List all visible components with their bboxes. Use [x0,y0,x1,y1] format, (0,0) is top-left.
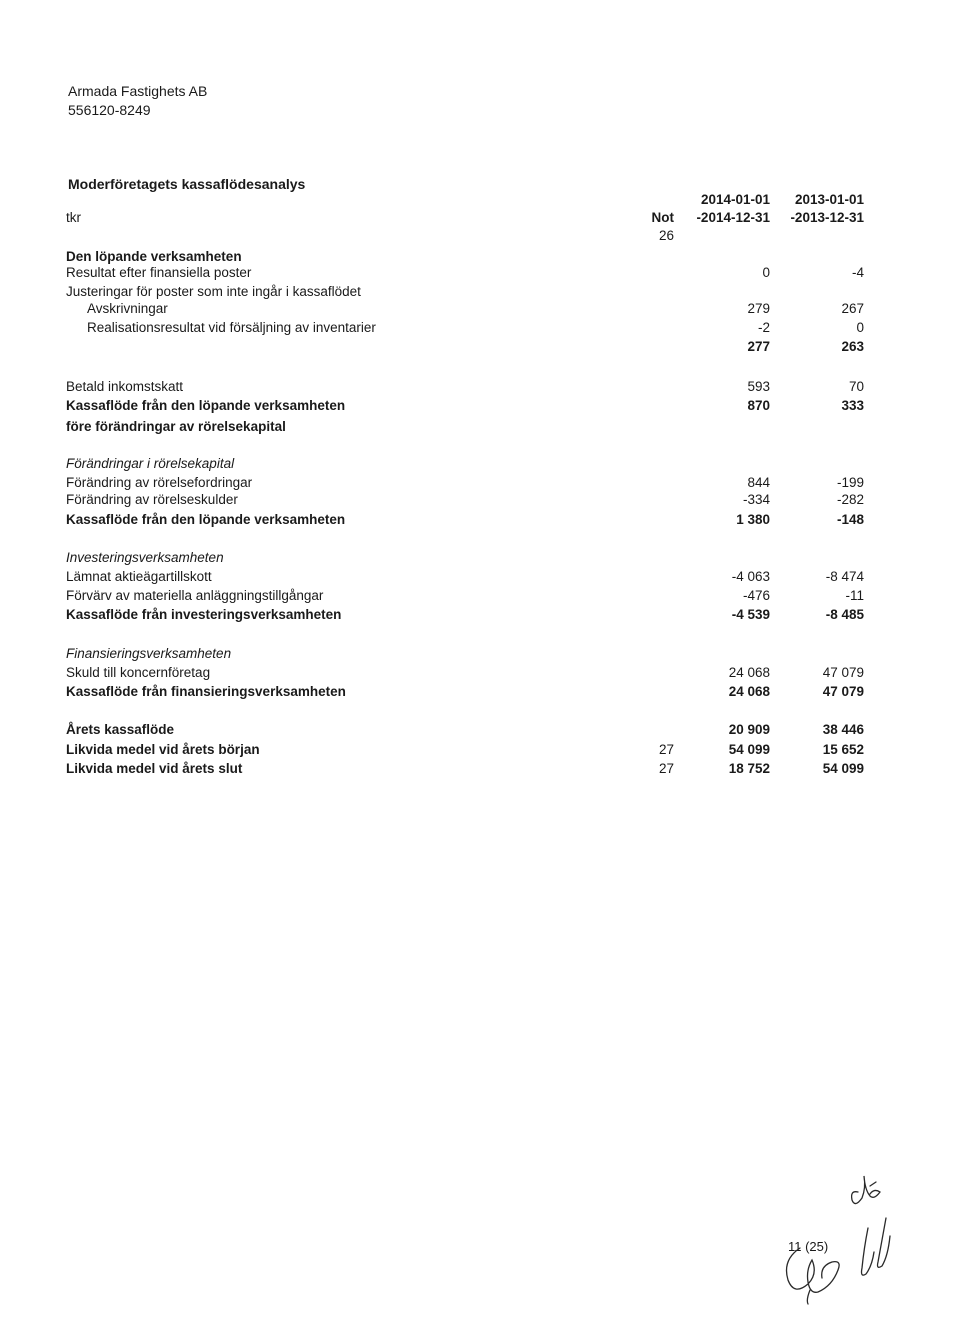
value-2014: -2 [757,320,770,335]
row-label: Årets kassaflöde [66,722,175,737]
row-label: Likvida medel vid årets början [66,742,260,757]
row-label: Kassaflöde från den löpande verksamheten [66,512,346,527]
value-2014: -4 539 [731,607,770,622]
page-number: 11 (25) [788,1239,829,1254]
value-2013: -4 [851,265,864,280]
signature-left [787,1248,840,1304]
value-2014: 279 [747,301,770,316]
value-2013: -199 [836,475,864,490]
period1-start: 2014-01-01 [700,192,770,207]
note-ref: 27 [658,742,674,757]
page-title: Moderföretagets kassaflödesanalys [68,176,306,192]
value-2014: 24 068 [728,684,770,699]
row-label: Förändring av rörelseskulder [66,492,238,507]
value-2014: -4 063 [731,569,770,584]
row-label: Investeringsverksamheten [66,550,224,565]
period2-end: -2013-12-31 [790,210,864,225]
subtotal-2013: 263 [841,339,864,354]
row-label: Förändringar i rörelsekapital [66,456,235,471]
value-2014: 593 [747,379,770,394]
value-2013: 15 652 [822,742,864,757]
value-2013: 267 [841,301,864,316]
row-label: Avskrivningar [87,301,168,316]
row-label: Likvida medel vid årets slut [66,761,243,776]
value-2014: 18 752 [728,761,770,776]
value-2013: 54 099 [822,761,864,776]
row-label: Förvärv av materiella anläggningstillgångar [66,588,324,603]
period1-end: -2014-12-31 [696,210,770,225]
value-2013: 38 446 [822,722,864,737]
value-2013: 47 079 [822,665,864,680]
value-2014: 20 909 [728,722,770,737]
value-2014: 870 [747,398,770,413]
row-label: Betald inkomstskatt [66,379,184,394]
value-2013: -11 [845,588,864,603]
org-number: 556120-8249 [68,102,151,118]
value-2013: 0 [856,320,864,335]
value-2014: 844 [747,475,770,490]
value-2014: 1 380 [736,512,770,527]
value-2013: -148 [836,512,864,527]
note-ref: 27 [658,761,674,776]
company-name: Armada Fastighets AB [68,83,208,99]
value-2014: 54 099 [728,742,770,757]
row-label: Kassaflöde från investeringsverksamheten [66,607,342,622]
row-label: Realisationsresultat vid försäljning av inventarier [87,320,376,335]
value-2013: 47 079 [822,684,864,699]
row-label: Förändring av rörelsefordringar [66,475,253,490]
row-label: före förändringar av rörelsekapital [66,419,286,434]
value-2013: -8 474 [825,569,864,584]
note-column-header: Not [651,210,674,225]
value-2013: -282 [836,492,864,507]
value-2013: -8 485 [825,607,864,622]
row-label: Justeringar för poster som inte ingår i kassaflödet [66,284,361,299]
value-2014: 24 068 [728,665,770,680]
row-label: Finansieringsverksamheten [66,646,232,661]
row-label: Kassaflöde från finansieringsverksamheten [66,684,346,699]
row-label: Skuld till koncernföretag [66,665,211,680]
row-label: Den löpande verksamheten [66,249,242,264]
row-label: Resultat efter finansiella poster [66,265,252,280]
row-label: Lämnat aktieägartillskott [66,569,212,584]
signature-initials-top [852,1176,880,1204]
signature-right [862,1218,891,1275]
subtotal-2014: 277 [747,339,770,354]
value-2014: -334 [742,492,770,507]
period2-start: 2013-01-01 [794,192,864,207]
note-column-value: 26 [658,228,674,243]
value-2013: 333 [841,398,864,413]
row-label: Kassaflöde från den löpande verksamheten [66,398,346,413]
unit-label: tkr [66,210,81,225]
value-2014: -476 [742,588,770,603]
value-2014: 0 [762,265,770,280]
value-2013: 70 [848,379,864,394]
